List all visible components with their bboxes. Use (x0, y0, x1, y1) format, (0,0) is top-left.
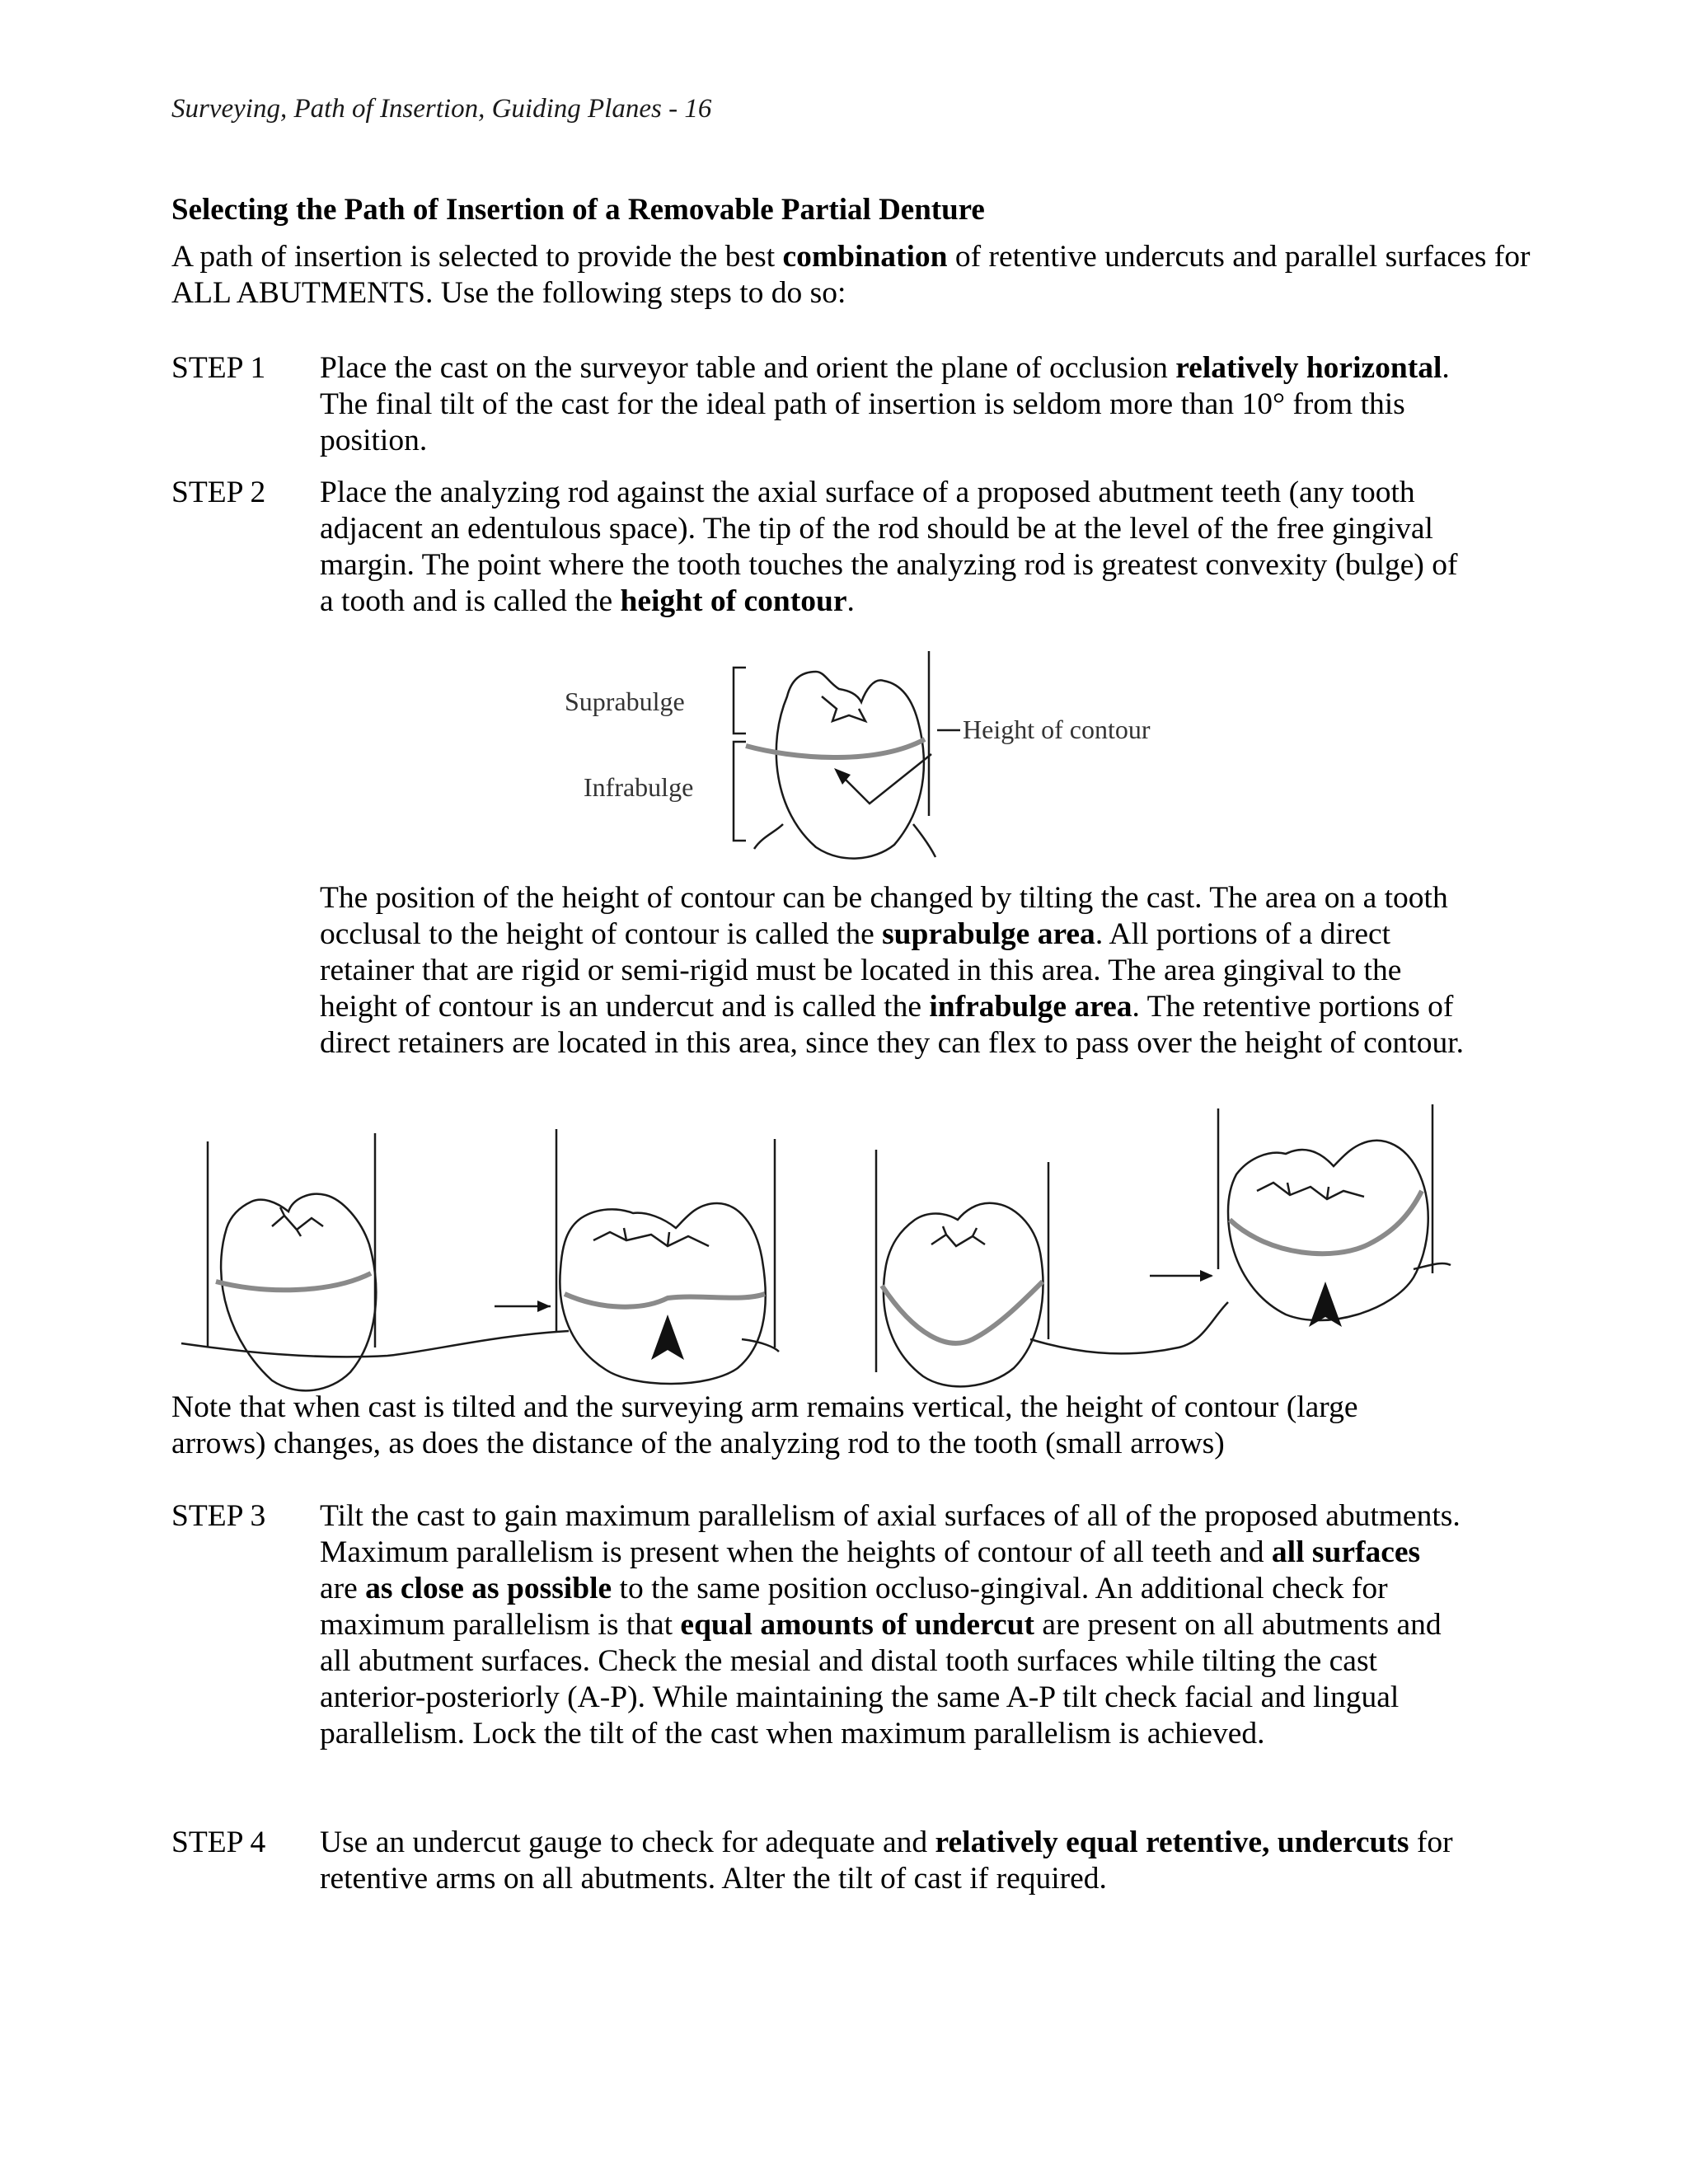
intro-text-1: A path of insertion is selected to provide the best (171, 240, 783, 274)
step3-text-1: Tilt the cast to gain maximum parallelism of axial surfaces of all of the proposed abutments. Maximum parallelism is present when the heights of contour of all teeth and (320, 1499, 1461, 1569)
gum-curve-1 (181, 1331, 779, 1357)
step4-body (320, 1825, 1465, 1897)
contour-bold-2: infrabulge area (929, 990, 1132, 1024)
contour-line-3 (882, 1282, 1043, 1343)
contour-line-4 (1230, 1191, 1422, 1254)
infrabulge-label: Infrabulge (584, 772, 694, 802)
contour-text-2: . All portions of a direct retainer that are rigid or semi-rigid must be located in this area. The area gingival to the height of contour is an undercut and is called the (320, 917, 1402, 1024)
step2-text-1: Place the analyzing rod against the axial surface of a proposed abutment teeth (any tooth adjacent an edentulous space). The tip of the rod should be at the level of the free gingival margin. The point where the tooth touches the analyzing rod is greatest convexity (bulge) of a tooth and is called the (320, 476, 1458, 618)
contour-line-2 (565, 1294, 765, 1307)
step3-text-3: to the same position occluso-gingival. An additional check for maximum parallelism is that (320, 1572, 1388, 1642)
suprabulge-label: Suprabulge (565, 687, 685, 716)
intro-text-2: of retentive undercuts and parallel surfaces for ALL ABUTMENTS. Use the following steps to do so: (171, 240, 1531, 310)
step4-bold-1: relatively equal retentive, undercuts (935, 1825, 1409, 1859)
step3-bold-1: all surfaces (1271, 1535, 1421, 1569)
step1-bold-1: relatively horizontal (1175, 351, 1442, 385)
note-paragraph: Note that when cast is tilted and the surveying arm remains vertical, the height of contour (large arrows) changes, as does the distance of the analyzing rod to the tooth (small arrows) (171, 1390, 1358, 1460)
running-header: Surveying, Path of Insertion, Guiding Planes - 16 (171, 94, 712, 124)
step3-body (320, 1498, 1465, 1752)
small-arrow-1-head (537, 1301, 551, 1312)
contour-text-1: The position of the height of contour can be changed by tilting the cast. The area on a tooth occlusal to the height of contour is called the (320, 881, 1448, 951)
tooth-3-fissure (931, 1226, 985, 1246)
step3-bold-2: as close as possible (365, 1572, 612, 1605)
small-arrow-2-head (1200, 1270, 1213, 1282)
contour-text-3: . The retentive portions of direct retainers are located in this area, since they can flex to pass over the height of contour. (320, 990, 1464, 1060)
contour-bold-1: suprabulge area (882, 917, 1095, 951)
figure2-drawing (181, 1104, 1451, 1390)
tooth-2-outline (560, 1203, 765, 1384)
step3-bold-3: equal amounts of undercut (680, 1608, 1035, 1642)
step2-label: STEP 2 (171, 476, 266, 509)
step2-text-2: . (846, 584, 855, 618)
intro-bold-1: combination (782, 240, 948, 274)
step1-label: STEP 1 (171, 351, 266, 385)
large-arrow-1 (651, 1315, 684, 1360)
section-title: Selecting the Path of Insertion of a Removable Partial Denture (171, 193, 985, 227)
step4-text-1: Use an undercut gauge to check for adequate and (320, 1825, 935, 1859)
step3-label: STEP 3 (171, 1499, 266, 1533)
step3-text-2: are (320, 1572, 366, 1605)
step1-text-2: . The final tilt of the cast for the ideal path of insertion is seldom more than 10° from this position. (320, 351, 1450, 457)
tooth-1-outline (221, 1194, 376, 1391)
step2-bold-1: height of contour (620, 584, 847, 618)
tooth-1-fissure (272, 1207, 323, 1236)
step4-label: STEP 4 (171, 1825, 266, 1859)
contour-line-1 (216, 1273, 371, 1290)
step3-text-4: are present on all abutments and all abutment surfaces. Check the mesial and distal tooth surfaces while tilting the cast anterior-posteriorly (A-P). While maintaining the same A-P tilt check facial and lingual parallelism. Lock the tilt of the cast when maximum parallelism is achieved. (320, 1608, 1442, 1750)
tooth-2-fissure (593, 1228, 709, 1246)
gum-curve-2 (1030, 1263, 1451, 1353)
tooth-4-fissure (1257, 1183, 1364, 1199)
height-of-contour-label: Height of contour (963, 715, 1151, 744)
step4-text-2: for retentive arms on all abutments. Alter the tilt of cast if required. (320, 1825, 1453, 1896)
step1-text-1: Place the cast on the surveyor table and orient the plane of occlusion (320, 351, 1176, 385)
tooth-3-outline (884, 1203, 1043, 1387)
